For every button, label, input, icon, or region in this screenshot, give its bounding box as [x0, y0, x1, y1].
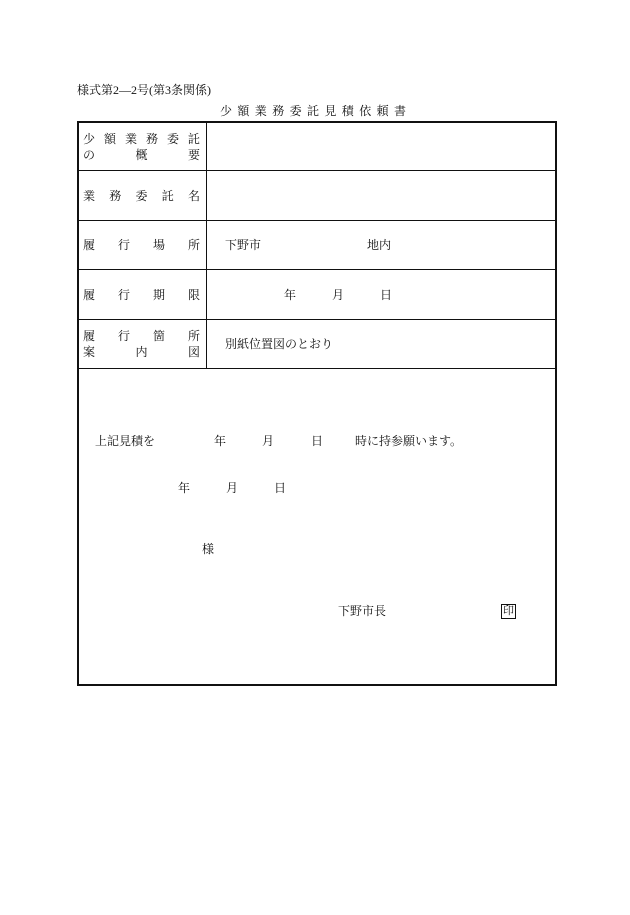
label-char: 託: [161, 188, 174, 203]
overview-value: [207, 123, 555, 170]
overview-label-line2: [83, 147, 200, 163]
label-char: 概: [135, 147, 148, 162]
request-suffix: 時に持参願います。: [355, 434, 463, 448]
site-map-label-line1: [83, 328, 200, 344]
request-form-frame: [77, 121, 557, 686]
row-site-map: [79, 320, 555, 369]
location-value: [207, 221, 555, 269]
site-map-note: 別紙位置図のとおり: [225, 337, 334, 351]
label-char: 委: [166, 131, 179, 146]
issue-date-day-unit: 日: [274, 481, 287, 495]
deadline-label-text: [83, 287, 200, 303]
label-char: 委: [135, 188, 148, 203]
deadline-label: [79, 270, 207, 319]
request-year-unit: 年: [214, 434, 227, 448]
deadline-year-unit: 年: [284, 287, 297, 302]
label-char: 案: [83, 345, 96, 359]
label-char: 所: [187, 238, 200, 252]
label-char: 限: [187, 287, 200, 302]
label-char: 図: [187, 345, 200, 359]
request-day-unit: 日: [311, 434, 324, 448]
request-section: [79, 369, 555, 684]
task-name-label: [79, 171, 207, 220]
label-char: 額: [103, 131, 116, 146]
label-char: 名: [187, 188, 200, 203]
document-title: 少額業務委託見積依頼書: [220, 104, 412, 118]
row-location: [79, 221, 555, 270]
deadline-day-unit: 日: [380, 287, 393, 302]
label-char: 履: [83, 287, 96, 302]
request-month-unit: 月: [262, 434, 275, 448]
deadline-month-unit: 月: [332, 287, 345, 302]
label-char: 務: [109, 188, 122, 203]
location-label-text: [83, 237, 200, 253]
site-map-label: [79, 320, 207, 368]
label-char: 行: [117, 238, 130, 252]
deadline-value: [207, 270, 555, 319]
label-char: 業: [83, 188, 96, 203]
request-prefix: 上記見積を: [95, 434, 156, 448]
overview-label-line1: [83, 131, 200, 147]
label-char: の: [83, 147, 96, 162]
label-char: 履: [83, 329, 96, 343]
issue-date-year-unit: 年: [178, 481, 191, 495]
label-char: 内: [135, 345, 148, 359]
row-task-name: [79, 171, 555, 221]
label-char: 期: [152, 287, 165, 302]
issue-date-month-unit: 月: [226, 481, 239, 495]
form-number: 様式第2―2号(第3条関係): [77, 83, 211, 97]
location-label: [79, 221, 207, 269]
overview-label: [79, 123, 207, 170]
label-char: 場: [152, 238, 165, 252]
issuer-name: 下野市長: [338, 604, 387, 618]
row-deadline: [79, 270, 555, 320]
task-name-value: [207, 171, 555, 220]
row-overview: [79, 123, 555, 171]
label-char: 行: [117, 287, 130, 302]
label-char: 所: [187, 329, 200, 343]
recipient-honorific: 様: [202, 542, 215, 556]
label-char: 託: [187, 131, 200, 146]
label-char: 少: [83, 131, 96, 146]
seal-mark: 印: [503, 605, 514, 617]
location-area-suffix: 地内: [367, 238, 392, 252]
site-map-label-line2: [83, 344, 200, 360]
label-char: 箇: [152, 329, 165, 343]
task-name-label-text: [83, 188, 200, 204]
site-map-value: [207, 320, 555, 368]
label-char: 業: [124, 131, 137, 146]
location-city: 下野市: [225, 238, 262, 252]
label-char: 要: [187, 147, 200, 162]
label-char: 履: [83, 238, 96, 252]
label-char: 務: [145, 131, 158, 146]
label-char: 行: [117, 329, 130, 343]
